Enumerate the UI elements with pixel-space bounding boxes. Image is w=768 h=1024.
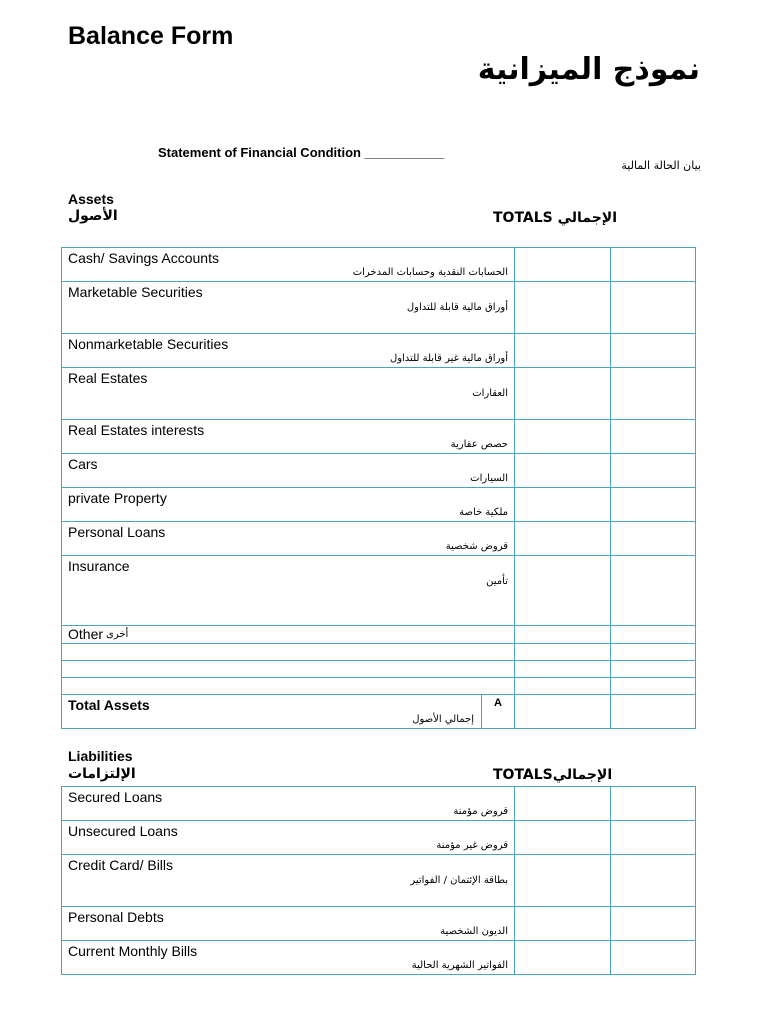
blank-cell[interactable] (62, 678, 515, 695)
total-cell[interactable] (611, 368, 696, 420)
total-cell[interactable] (611, 488, 696, 522)
total-cell[interactable] (611, 644, 696, 661)
amount-cell[interactable] (515, 522, 611, 556)
row-label-cell (62, 488, 515, 522)
total-assets-label-en: Total Assets (68, 697, 150, 713)
row-label-ar: أخرى (106, 629, 129, 640)
amount-cell[interactable] (515, 661, 611, 678)
amount-cell[interactable] (515, 695, 611, 729)
total-cell[interactable] (611, 855, 696, 907)
row-label-en: Real Estates interests (68, 422, 205, 438)
row-label-en: Other (68, 626, 104, 642)
blank-cell[interactable] (62, 644, 515, 661)
table-row (62, 488, 696, 522)
row-label-ar: قروض غير مؤمنة (436, 840, 508, 851)
amount-cell[interactable] (515, 488, 611, 522)
form-title-ar: نموذج الميزانية (477, 52, 700, 87)
table-row (62, 368, 696, 420)
amount-cell[interactable] (515, 626, 611, 644)
table-row (62, 626, 696, 644)
total-cell[interactable] (611, 522, 696, 556)
total-cell[interactable] (611, 556, 696, 626)
row-label-en: Credit Card/ Bills (68, 857, 174, 873)
total-cell[interactable] (611, 334, 696, 368)
total-cell[interactable] (611, 454, 696, 488)
row-label-cell (62, 626, 515, 644)
amount-cell[interactable] (515, 821, 611, 855)
total-cell[interactable] (611, 420, 696, 454)
amount-cell[interactable] (515, 644, 611, 661)
row-label-ar: تأمين (486, 576, 508, 587)
row-label-cell (62, 420, 515, 454)
assets-heading-en: Assets (68, 191, 114, 207)
table-row (62, 644, 696, 661)
table-row (62, 941, 696, 975)
amount-cell[interactable] (515, 420, 611, 454)
total-cell[interactable] (611, 787, 696, 821)
row-label-cell (62, 248, 515, 282)
table-row (62, 661, 696, 678)
row-label-en: Personal Debts (68, 909, 164, 925)
total-cell[interactable] (611, 821, 696, 855)
table-row (62, 454, 696, 488)
row-label-cell (62, 907, 515, 941)
amount-cell[interactable] (515, 454, 611, 488)
row-label-cell (62, 522, 515, 556)
row-label-cell (62, 334, 515, 368)
row-label-cell (62, 821, 515, 855)
liabilities-totals-label: TOTALSالإجمالي (493, 767, 613, 783)
row-label-en: Secured Loans (68, 789, 163, 805)
row-label-ar: الفواتير الشهرية الحالية (411, 960, 508, 971)
row-label-ar: بطاقة الإئتمان / الفواتير (410, 875, 508, 886)
row-label-cell (62, 454, 515, 488)
amount-cell[interactable] (515, 368, 611, 420)
amount-cell[interactable] (515, 556, 611, 626)
row-label-ar: قروض شخصية (445, 541, 508, 552)
table-row (62, 787, 696, 821)
amount-cell[interactable] (515, 678, 611, 695)
form-title-en: Balance Form (68, 22, 234, 50)
amount-cell[interactable] (515, 907, 611, 941)
table-row (62, 907, 696, 941)
table-row (62, 522, 696, 556)
liabilities-heading-ar: الإلتزامات (68, 766, 136, 782)
assets-heading-ar: الأصول (68, 208, 118, 224)
statement-label-en: Statement of Financial Condition ___________ (158, 145, 445, 160)
statement-label-ar: بيان الحالة المالية (621, 159, 701, 172)
table-row (62, 420, 696, 454)
amount-cell[interactable] (515, 941, 611, 975)
row-label-cell (62, 855, 515, 907)
row-label-cell (62, 368, 515, 420)
row-label-en: Cash/ Savings Accounts (68, 250, 219, 266)
total-cell[interactable] (611, 661, 696, 678)
total-cell[interactable] (611, 678, 696, 695)
row-label-ar: أوراق مالية قابلة للتداول (406, 302, 508, 313)
row-label-ar: أوراق مالية غير قابلة للتداول (389, 353, 508, 364)
blank-cell[interactable] (62, 661, 515, 678)
total-cell[interactable] (611, 941, 696, 975)
total-cell[interactable] (611, 626, 696, 644)
row-label-cell (62, 556, 515, 626)
total-cell[interactable] (611, 907, 696, 941)
amount-cell[interactable] (515, 334, 611, 368)
row-label-ar: العقارات (472, 388, 508, 399)
row-label-en: Personal Loans (68, 524, 166, 540)
total-cell[interactable] (611, 695, 696, 729)
total-cell[interactable] (611, 248, 696, 282)
row-label-en: Unsecured Loans (68, 823, 178, 839)
row-label-cell (62, 787, 515, 821)
table-row (62, 556, 696, 626)
row-label-cell (62, 282, 515, 334)
table-row (62, 334, 696, 368)
total-assets-row (62, 695, 696, 729)
liabilities-table (61, 786, 696, 975)
row-label-cell (62, 941, 515, 975)
row-label-ar: السيارات (470, 473, 508, 484)
amount-cell[interactable] (515, 248, 611, 282)
row-label-ar: قروض مؤمنة (453, 806, 508, 817)
row-label-ar: حصص عقارية (450, 439, 508, 450)
assets-table (61, 247, 696, 729)
total-assets-mark-box (481, 695, 514, 728)
row-label-en: private Property (68, 490, 167, 506)
row-label-ar: ملكية خاصة (459, 507, 508, 518)
row-label-en: Current Monthly Bills (68, 943, 198, 959)
table-row (62, 855, 696, 907)
row-label-en: Nonmarketable Securities (68, 336, 229, 352)
row-label-en: Insurance (68, 558, 130, 574)
total-assets-mark: A (494, 697, 502, 709)
amount-cell[interactable] (515, 855, 611, 907)
liabilities-heading-en: Liabilities (68, 748, 133, 764)
total-cell[interactable] (611, 282, 696, 334)
table-row (62, 821, 696, 855)
total-assets-label-cell (62, 695, 515, 729)
amount-cell[interactable] (515, 282, 611, 334)
row-label-ar: الديون الشخصية (440, 926, 508, 937)
total-assets-label-ar: إجمالي الأصول (412, 714, 474, 725)
row-label-en: Cars (68, 456, 98, 472)
row-label-en: Real Estates (68, 370, 148, 386)
table-row (62, 678, 696, 695)
row-label-en: Marketable Securities (68, 284, 203, 300)
table-row (62, 248, 696, 282)
amount-cell[interactable] (515, 787, 611, 821)
assets-totals-label: TOTALS الإجمالي (493, 210, 618, 226)
table-row (62, 282, 696, 334)
row-label-ar: الحسابات النقدية وحسابات المدخرات (352, 267, 508, 278)
